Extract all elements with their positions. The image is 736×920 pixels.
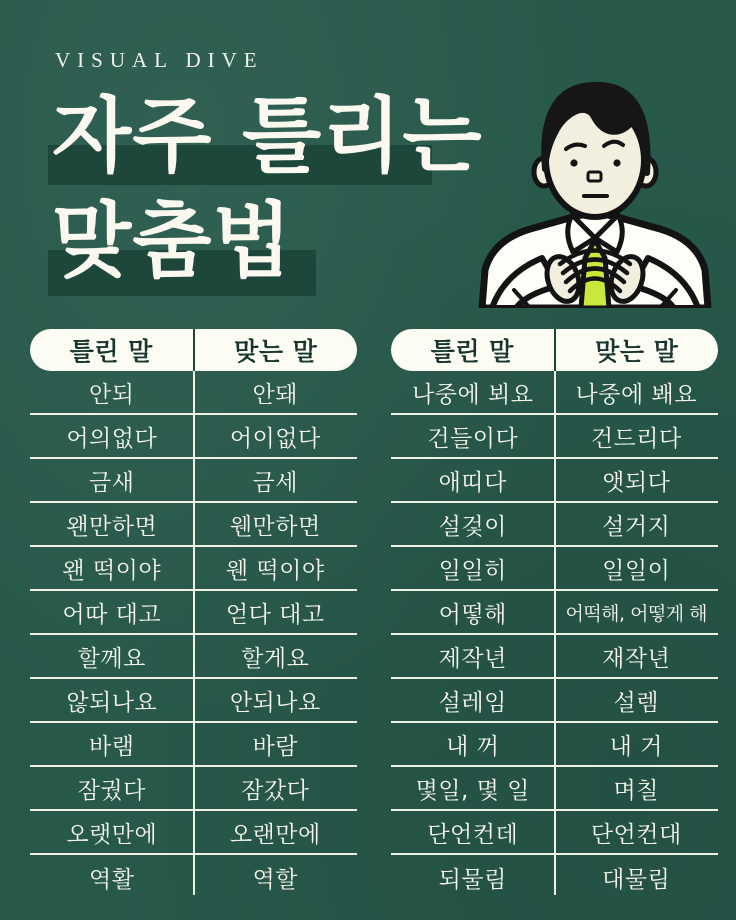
table-row bbox=[391, 855, 718, 899]
table-cell: 애띠다 bbox=[438, 469, 507, 496]
table-right-rows bbox=[391, 371, 718, 899]
table-cell: 역할 bbox=[252, 866, 298, 893]
header-wrong-word: 틀린 말 bbox=[391, 329, 556, 371]
table-cell: 얻다 대고 bbox=[225, 601, 325, 628]
table-row bbox=[30, 811, 357, 855]
table-cell: 나중에 뵈요 bbox=[412, 381, 534, 408]
table-row bbox=[391, 767, 718, 811]
table-cell: 잠궜다 bbox=[77, 777, 146, 804]
table-row bbox=[30, 679, 357, 723]
table-cell: 내 거 bbox=[609, 733, 663, 760]
table-row bbox=[391, 591, 718, 635]
table-cell: 건들이다 bbox=[427, 425, 519, 452]
table-row bbox=[391, 371, 718, 415]
table-row bbox=[391, 415, 718, 459]
man-steepled-hands-illustration bbox=[452, 72, 736, 308]
table-row bbox=[391, 503, 718, 547]
table-cell: 나중에 봬요 bbox=[575, 381, 697, 408]
table-cell: 안되나요 bbox=[229, 689, 321, 716]
table-cell: 할께요 bbox=[77, 645, 146, 672]
table-cell: 일일이 bbox=[602, 557, 671, 584]
table-cell: 되물림 bbox=[438, 866, 507, 893]
table-cell: 설거지 bbox=[602, 513, 671, 540]
table-row bbox=[391, 723, 718, 767]
table-cell: 오랫만에 bbox=[66, 821, 158, 848]
table-row bbox=[30, 459, 357, 503]
table-cell: 설겇이 bbox=[438, 513, 507, 540]
table-cell: 금새 bbox=[89, 469, 135, 496]
eye-left bbox=[570, 159, 577, 166]
table-cell: 설렘 bbox=[613, 689, 659, 716]
table-right-header bbox=[391, 329, 718, 371]
table-cell: 할게요 bbox=[241, 645, 310, 672]
table-cell: 오랜만에 bbox=[229, 821, 321, 848]
table-row bbox=[30, 855, 357, 899]
table-row bbox=[30, 591, 357, 635]
table-cell: 안돼 bbox=[252, 381, 298, 408]
table-cell: 일일히 bbox=[438, 557, 507, 584]
table-cell: 건드리다 bbox=[590, 425, 682, 452]
title-line-2: 맞춤법 bbox=[52, 194, 293, 289]
table-cell: 재작년 bbox=[602, 645, 671, 672]
table-cell: 대물림 bbox=[602, 866, 671, 893]
table-row bbox=[30, 635, 357, 679]
eye-right bbox=[613, 159, 620, 166]
table-row bbox=[30, 415, 357, 459]
table-cell: 제작년 bbox=[438, 645, 507, 672]
table-cell: 설레임 bbox=[438, 689, 507, 716]
header-correct-word: 맞는 말 bbox=[234, 337, 318, 366]
table-row bbox=[391, 635, 718, 679]
table-row bbox=[391, 679, 718, 723]
table-cell: 앳되다 bbox=[602, 469, 671, 496]
table-cell: 어떻해 bbox=[438, 601, 507, 628]
table-cell: 왠 떡이야 bbox=[62, 557, 162, 584]
table-left-rows bbox=[30, 371, 357, 899]
table-cell: 안되 bbox=[89, 381, 135, 408]
table-row bbox=[30, 723, 357, 767]
table-row bbox=[391, 811, 718, 855]
table-cell: 어따 대고 bbox=[62, 601, 162, 628]
table-cell: 않되나요 bbox=[66, 689, 158, 716]
table-cell: 바램 bbox=[89, 733, 135, 760]
table-row bbox=[30, 371, 357, 415]
table-cell: 역활 bbox=[89, 866, 135, 893]
brand-logo: VISUAL DIVE bbox=[55, 48, 264, 72]
table-row bbox=[391, 459, 718, 503]
table-cell: 내 꺼 bbox=[446, 733, 500, 760]
table-row bbox=[30, 547, 357, 591]
table-cell: 단언컨데 bbox=[427, 821, 519, 848]
table-cell: 단언컨대 bbox=[590, 821, 682, 848]
table-cell: 웬만하면 bbox=[229, 513, 321, 540]
table-cell: 웬 떡이야 bbox=[225, 557, 325, 584]
table-cell: 금세 bbox=[252, 469, 298, 496]
table-cell: 어이없다 bbox=[229, 425, 321, 452]
table-cell: 몇일, 몇 일 bbox=[415, 777, 530, 804]
spelling-table-right bbox=[391, 329, 718, 899]
table-row bbox=[30, 503, 357, 547]
table-cell: 바람 bbox=[252, 733, 298, 760]
table-cell: 왠만하면 bbox=[66, 513, 158, 540]
header-correct-word: 맞는 말 bbox=[595, 337, 679, 366]
table-cell: 어의없다 bbox=[66, 425, 158, 452]
table-cell: 잠갔다 bbox=[241, 777, 310, 804]
title-line-1: 자주 틀리는 bbox=[52, 89, 483, 184]
table-cell: 어떡해, 어떻게 해 bbox=[565, 602, 708, 625]
table-row bbox=[30, 767, 357, 811]
table-cell: 며칠 bbox=[613, 777, 659, 804]
table-left-header bbox=[30, 329, 357, 371]
header-wrong-word: 틀린 말 bbox=[30, 329, 195, 371]
spelling-table-left bbox=[30, 329, 357, 899]
page-title bbox=[52, 84, 483, 294]
table-row bbox=[391, 547, 718, 591]
